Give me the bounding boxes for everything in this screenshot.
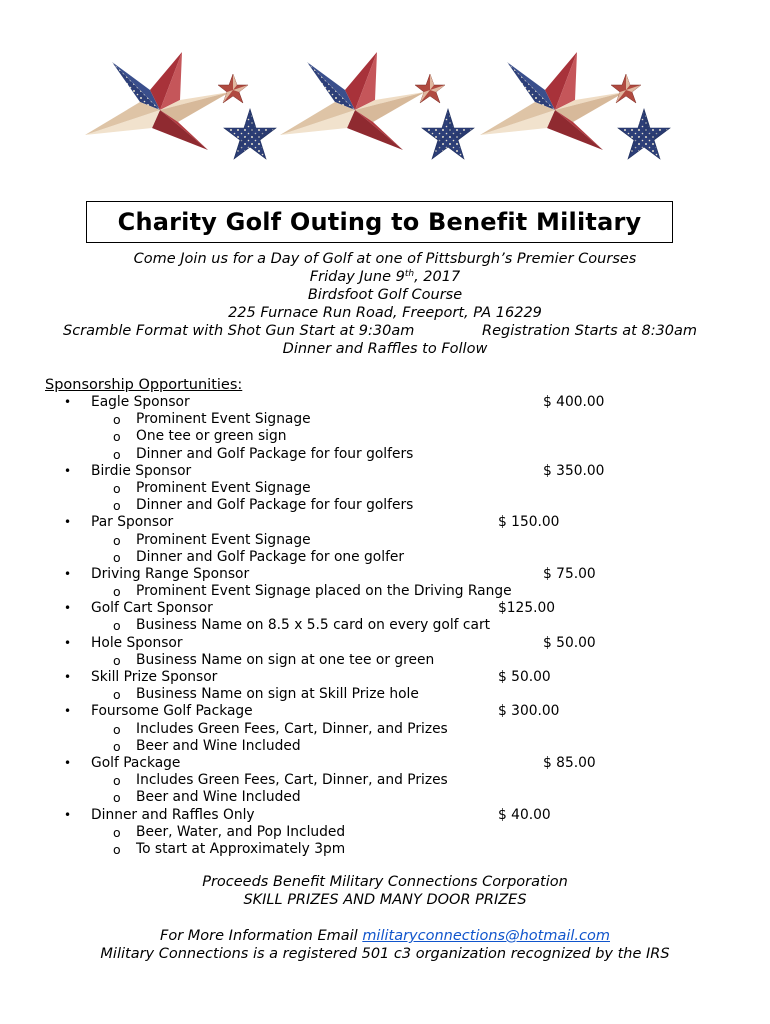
sub-bullet-icon: o <box>113 498 121 514</box>
detail-label: Dinner and Golf Package for four golfers <box>136 445 414 462</box>
sponsor-item <box>0 755 770 772</box>
sponsor-price: $ 75.00 <box>543 565 596 582</box>
sponsor-label: Skill Prize Sponsor <box>91 669 218 685</box>
sponsor-item <box>0 635 770 652</box>
detail-label: Includes Green Fees, Cart, Dinner, and Prizes <box>136 772 448 789</box>
sponsor-detail <box>0 721 770 738</box>
sub-bullet-icon: o <box>113 773 121 789</box>
sub-bullet-icon: o <box>113 841 121 857</box>
sub-bullet-icon: o <box>113 412 121 428</box>
detail-label: Prominent Event Signage <box>136 531 311 548</box>
sponsor-item <box>0 463 770 480</box>
star-group-1 <box>85 52 276 159</box>
star-group-2 <box>280 52 474 159</box>
venue-name: Birdsfoot Golf Course <box>307 287 463 303</box>
sponsor-label: Birdie Sponsor <box>91 462 192 479</box>
sponsor-price: $ 50.00 <box>543 634 596 651</box>
sponsor-label: Dinner and Raffles Only <box>91 806 255 823</box>
sponsor-detail <box>0 411 770 428</box>
detail-label: Dinner and Golf Package for four golfers <box>136 497 414 514</box>
sponsorship-heading: Sponsorship Opportunities: <box>45 377 243 393</box>
bullet-icon: • <box>64 395 72 409</box>
sponsor-item <box>0 514 770 531</box>
format-line <box>0 322 770 340</box>
sponsor-item <box>0 807 770 824</box>
sub-bullet-icon: o <box>113 721 121 737</box>
sponsor-detail <box>0 532 770 549</box>
prizes-line: SKILL PRIZES AND MANY DOOR PRIZES <box>243 892 527 908</box>
detail-label: Prominent Event Signage placed on the Driving Range <box>136 583 512 600</box>
date-prefix: Friday June 9 <box>309 269 405 285</box>
sponsor-price: $ 150.00 <box>498 514 560 531</box>
sponsor-detail <box>0 841 770 858</box>
dinner-line: Dinner and Raffles to Follow <box>282 341 488 357</box>
sponsor-detail <box>0 824 770 841</box>
sub-bullet-icon: o <box>113 549 121 565</box>
sponsor-detail <box>0 428 770 445</box>
sponsor-detail <box>0 583 770 600</box>
irs-line: Military Connections is a registered 501 c3 organization recognized by the IRS <box>100 946 670 962</box>
detail-label: Beer, Water, and Pop Included <box>136 823 346 840</box>
stars-banner <box>0 40 770 200</box>
venue-address: 225 Furnace Run Road, Freeport, PA 16229 <box>228 305 542 321</box>
sponsor-detail <box>0 617 770 634</box>
sub-bullet-icon: o <box>113 429 121 445</box>
title-box <box>86 201 673 243</box>
sponsor-label: Eagle Sponsor <box>91 394 190 410</box>
sponsor-detail <box>0 652 770 669</box>
sub-bullet-icon: o <box>113 584 121 600</box>
sponsor-price: $ 40.00 <box>498 806 551 823</box>
registration-text: Registration Starts at 8:30am <box>482 323 698 339</box>
detail-label: Dinner and Golf Package for one golfer <box>136 548 405 565</box>
bullet-icon: • <box>64 755 72 770</box>
bullet-icon: • <box>64 670 72 684</box>
sub-bullet-icon: o <box>113 618 121 634</box>
proceeds-line: Proceeds Benefit Military Connections Corporation <box>202 874 568 890</box>
sub-bullet-icon: o <box>113 790 121 806</box>
detail-label: To start at Approximately 3pm <box>136 840 346 857</box>
detail-label: Includes Green Fees, Cart, Dinner, and Prizes <box>136 720 448 737</box>
sponsor-detail <box>0 738 770 755</box>
sub-bullet-icon: o <box>113 824 121 840</box>
sponsor-detail <box>0 772 770 789</box>
bullet-icon: • <box>64 515 72 530</box>
sponsor-price: $ 400.00 <box>543 394 605 410</box>
sub-bullet-icon: o <box>113 652 121 668</box>
bullet-icon: • <box>64 463 72 478</box>
sponsor-label: Hole Sponsor <box>91 634 183 651</box>
bullet-icon: • <box>64 566 72 581</box>
bullet-icon: • <box>64 704 72 719</box>
sponsor-price: $125.00 <box>498 600 556 617</box>
sub-bullet-icon: o <box>113 687 121 703</box>
sponsor-item <box>0 703 770 720</box>
detail-label: Prominent Event Signage <box>136 479 311 496</box>
sub-bullet-icon: o <box>113 532 121 548</box>
detail-label: Business Name on 8.5 x 5.5 card on every golf cart <box>136 617 491 634</box>
bullet-icon: • <box>64 807 72 822</box>
sponsor-item <box>0 600 770 617</box>
format-text: Scramble Format with Shot Gun Start at 9:30am <box>63 323 415 339</box>
detail-label: Beer and Wine Included <box>136 737 301 754</box>
sponsor-label: Foursome Golf Package <box>91 703 253 720</box>
sponsor-item <box>0 394 770 411</box>
star-group-3 <box>480 52 670 159</box>
detail-label: Business Name on sign at one tee or green <box>136 651 435 668</box>
sponsor-detail <box>0 480 770 497</box>
date-suffix: , 2017 <box>414 269 461 285</box>
sponsor-item <box>0 669 770 686</box>
sub-bullet-icon: o <box>113 446 121 462</box>
event-details <box>0 250 770 358</box>
sponsor-detail <box>0 789 770 806</box>
sponsor-price: $ 50.00 <box>498 669 551 685</box>
detail-label: Beer and Wine Included <box>136 789 301 806</box>
detail-label: Prominent Event Signage <box>136 411 311 428</box>
sponsor-label: Golf Cart Sponsor <box>91 600 213 617</box>
info-line <box>0 927 770 945</box>
sponsor-price: $ 300.00 <box>498 703 560 720</box>
info-prefix: For More Information Email <box>160 928 363 944</box>
sponsor-label: Driving Range Sponsor <box>91 565 250 582</box>
sponsor-detail <box>0 549 770 566</box>
sponsor-item <box>0 566 770 583</box>
detail-label: One tee or green sign <box>136 428 287 445</box>
bullet-icon: • <box>64 635 72 650</box>
event-date <box>0 268 770 286</box>
sponsor-detail <box>0 686 770 703</box>
page-title: Charity Golf Outing to Benefit Military <box>117 208 642 236</box>
invite-line: Come Join us for a Day of Golf at one of Pittsburgh’s Premier Courses <box>133 251 637 267</box>
sub-bullet-icon: o <box>113 738 121 754</box>
sub-bullet-icon: o <box>113 480 121 496</box>
bullet-icon: • <box>64 601 72 616</box>
sponsor-label: Par Sponsor <box>91 514 174 531</box>
sponsor-price: $ 85.00 <box>543 754 596 771</box>
sponsor-label: Golf Package <box>91 754 181 771</box>
sponsor-detail <box>0 446 770 463</box>
sponsor-list <box>0 394 770 858</box>
detail-label: Business Name on sign at Skill Prize hole <box>136 686 419 703</box>
sponsor-detail <box>0 497 770 514</box>
sponsor-price: $ 350.00 <box>543 462 605 479</box>
date-sup: th <box>404 269 415 279</box>
email-link[interactable]: militaryconnections@hotmail.com <box>362 928 610 944</box>
